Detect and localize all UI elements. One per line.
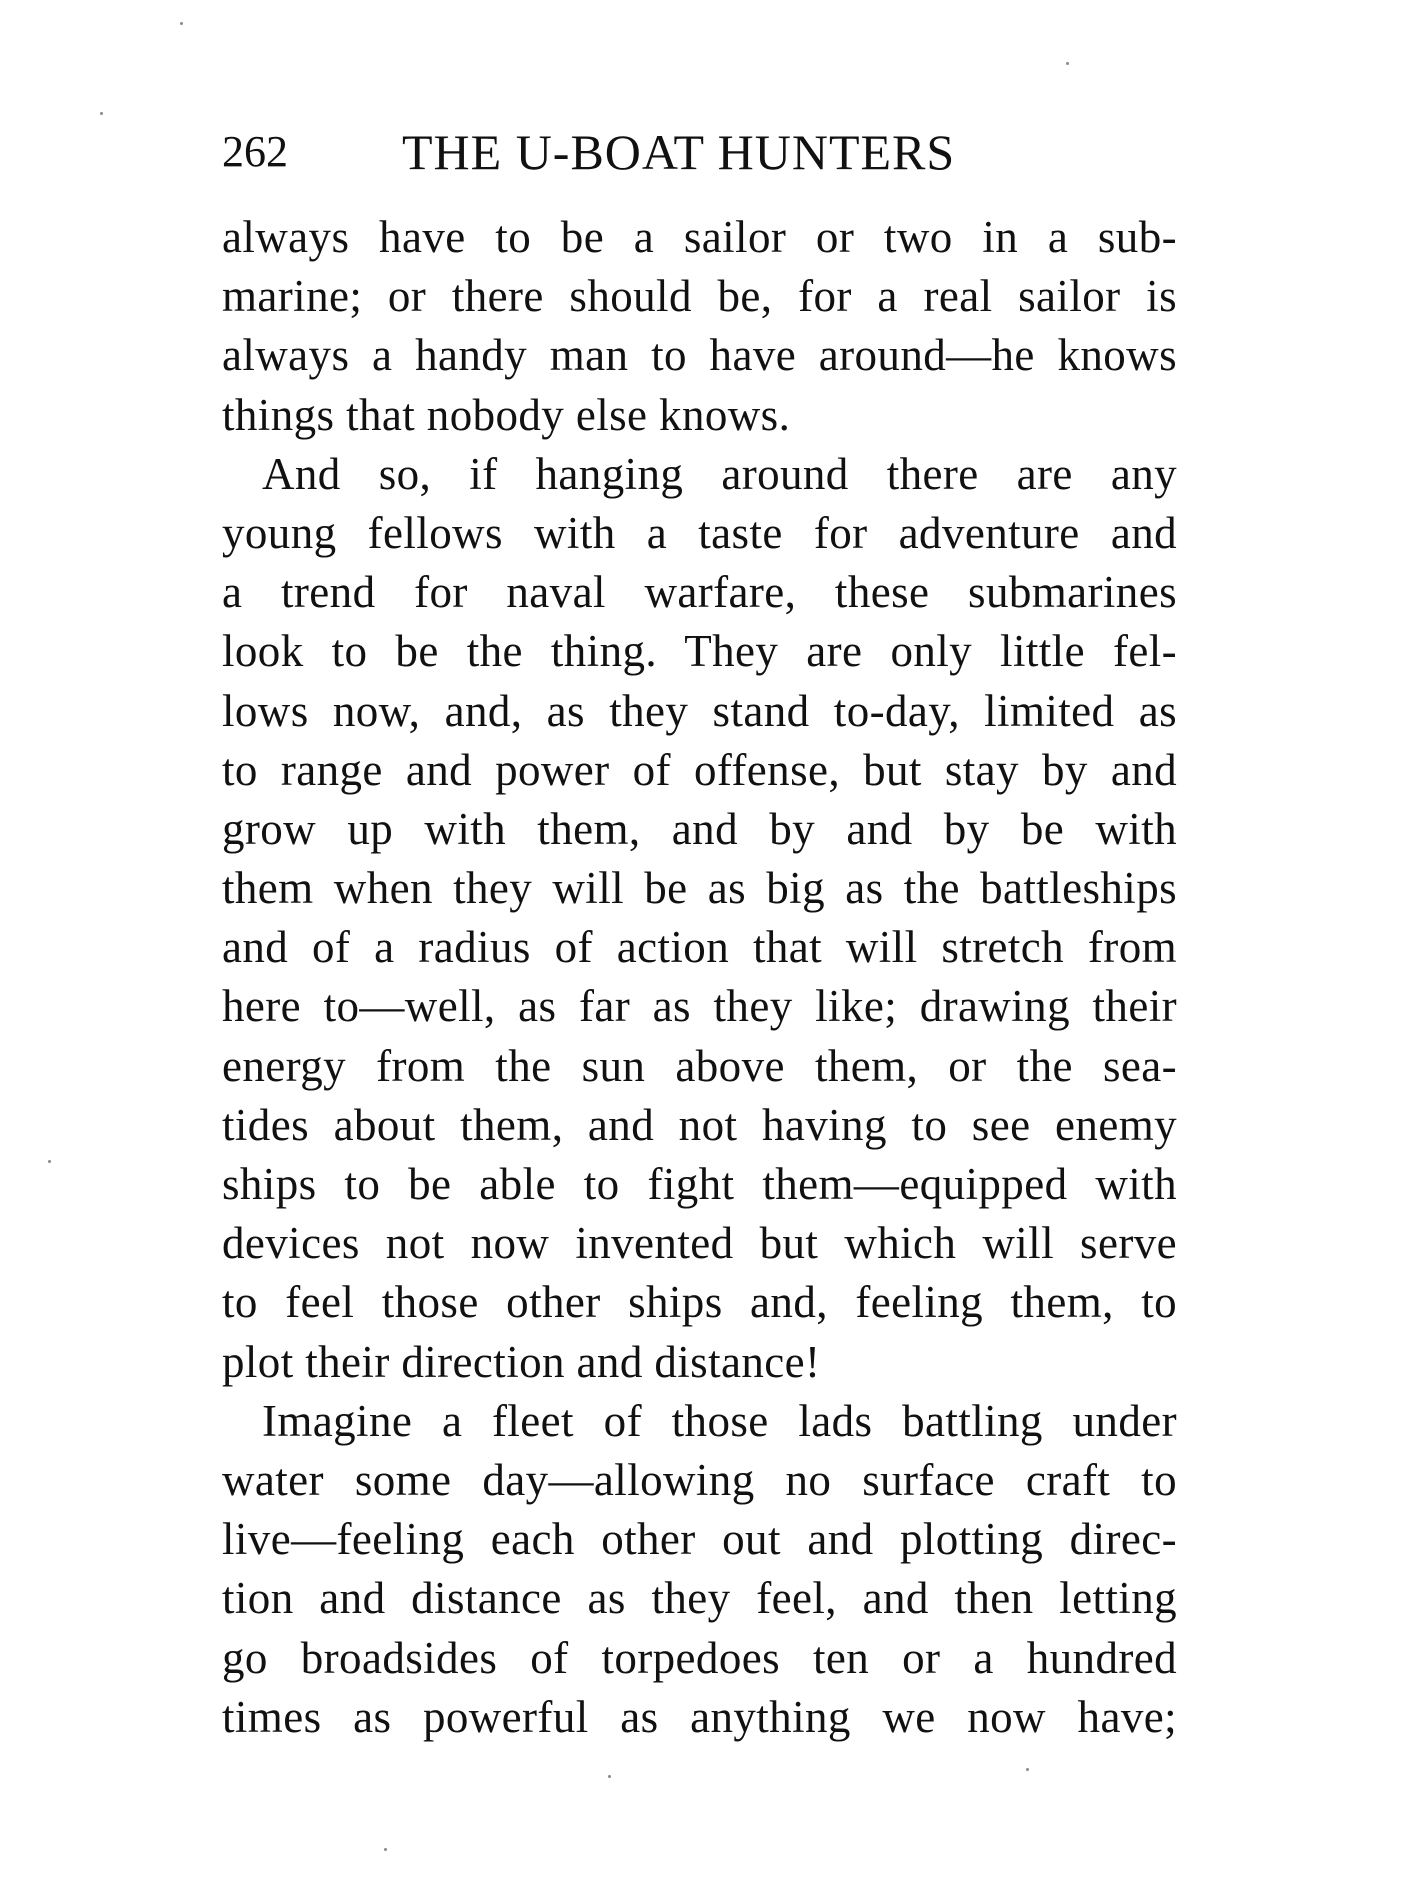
text-line: a trend for naval warfare, these submarines [222,567,1177,618]
text-line: to feel those other ships and, feeling them, to [222,1277,1177,1328]
scan-speck [180,22,183,25]
text-line: and of a radius of action that will stretch from [222,922,1177,973]
text-line: always have to be a sailor or two in a sub- [222,212,1177,262]
text-line: them when they will be as big as the battleships [222,863,1177,914]
scan-speck [384,1848,387,1851]
text-line: plot their direction and distance! [222,1336,821,1387]
text-line: here to—well, as far as they like; drawing their [222,981,1177,1032]
scan-speck [48,1160,51,1163]
text-line: tides about them, and not having to see enemy [222,1099,1177,1150]
page-header [222,120,1182,184]
text-line: Imagine a fleet of those lads battling under [262,1395,1177,1446]
text-line: And so, if hanging around there are any [262,448,1177,499]
text-line: ships to be able to fight them—equipped with [222,1159,1177,1209]
text-line: always a handy man to have around—he knows [222,330,1177,381]
text-line: devices not now invented but which will serve [222,1218,1177,1269]
text-line: marine; or there should be, for a real sailor is [222,271,1177,322]
text-line: to range and power of offense, but stay by and [222,744,1177,795]
page-number: 262 [222,127,288,176]
scan-speck [100,112,103,115]
text-line: look to be the thing. They are only little fel- [222,626,1177,677]
scan-speck [1066,62,1069,65]
scan-speck [608,1775,611,1778]
text-line: water some day—allowing no surface craft to [222,1454,1177,1505]
text-line: times as powerful as anything we now have; [222,1691,1177,1742]
text-line: tion and distance as they feel, and then letting [222,1573,1177,1624]
text-line: young fellows with a taste for adventure and [222,507,1177,558]
text-line: lows now, and, as they stand to-day, limited as [222,685,1177,736]
text-line: grow up with them, and by and by be with [222,803,1177,854]
text-line: go broadsides of torpedoes ten or a hundred [222,1632,1177,1683]
running-title: THE U-BOAT HUNTERS [402,124,956,180]
scan-speck [1026,1768,1029,1771]
text-line: energy from the sun above them, or the sea- [222,1040,1177,1091]
text-line: live—feeling each other out and plotting direc- [222,1514,1177,1565]
text-line: things that nobody else knows. [222,389,791,440]
body-text [222,208,1177,1747]
